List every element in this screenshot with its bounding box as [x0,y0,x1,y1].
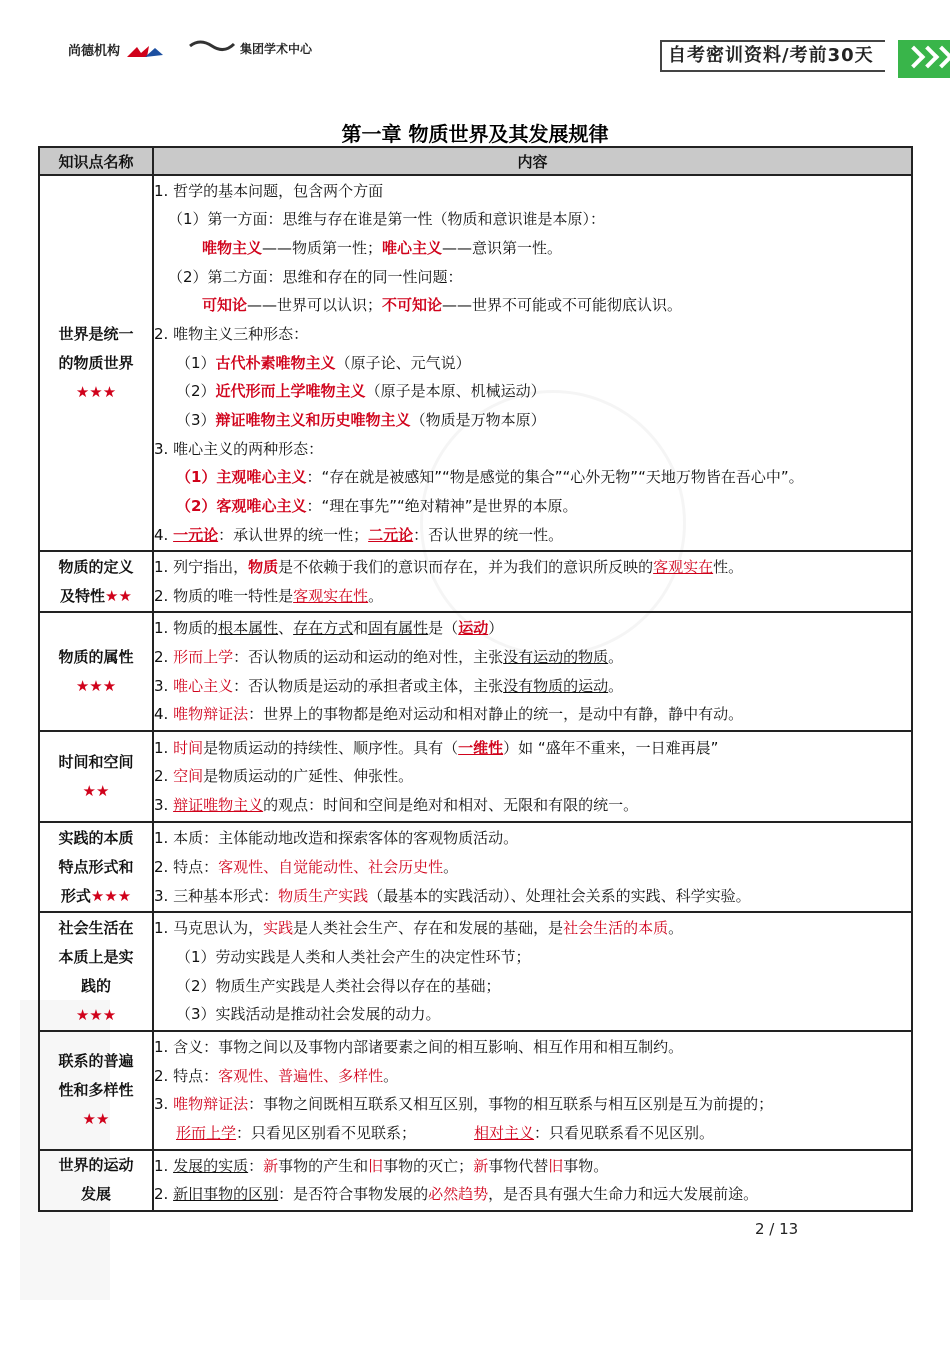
banner-arrows-icon [898,40,950,78]
knowledge-table [38,146,913,1212]
star-rating: ★★★ [75,676,117,695]
topic-content: 1. 哲学的基本问题，包含两个方面 （1）第一方面：思维与存在谁是第一性（物质和意识谁是本原）： 唯物主义——物质第一性；唯心主义——意识第一性。 （2）第二方面：思维和存在的同一性问题： 可知论——世界可以认识；不可知论——世界不可能或不可能彻底认识。 2. 唯物主义三种形态： （1）古代朴素唯物主义（原子论、元气说） （2）近代形而上学唯物主义（原子是本原、机械运动） （3）辩证唯物主义和历史唯物主义（物质是万物本原） 3. 唯心主义的两种形态： （1）主观唯心主义：“存在就是被感知”“物是感觉的集合”“心外无物”“天地万物皆在吾心中”。 （2）客观唯心主义：“理在事先”“绝对精神”是世界的本原。 4. 一元论：承认世界的统一性；二元论：否认世界的统一性。 [153,175,912,551]
star-rating: ★★ [82,1109,110,1128]
topic-content: 1. 时间是物质运动的持续性、顺序性。具有（一维性）如 “盛年不重来，一日难再晨” 2. 空间是物质运动的广延性、伸张性。 3. 辩证唯物主义的观点：时间和空间是绝对和相对、无限和有限的统一。 [153,731,912,822]
topic-name: 世界是统一 的物质世界 ★★★ [39,175,153,551]
topic-name: 世界的运动 发展 [39,1150,153,1211]
table-row [39,731,912,822]
logo-right: 集团学术中心 [240,42,313,56]
topic-content: 1. 列宁指出，物质是不依赖于我们的意识而存在，并为我们的意识所反映的客观实在性。 2. 物质的唯一特性是客观实在性。 [153,551,912,612]
group-logo-icon [188,38,236,54]
table-row [39,1031,912,1150]
topic-content: 1. 马克思认为，实践是人类社会生产、存在和发展的基础，是社会生活的本质。 （1）劳动实践是人类和人类社会产生的决定性环节； （2）物质生产实践是人类社会得以存在的基础； （3）实践活动是推动社会发展的动力。 [153,912,912,1031]
topic-content: 1. 本质：主体能动地改造和探索客体的客观物质活动。 2. 特点：客观性、自觉能动性、社会历史性。 3. 三种基本形式：物质生产实践（最基本的实践活动）、处理社会关系的实践、科学实验。 [153,822,912,912]
topic-name: 物质的定义 及特性★★ [39,551,153,612]
topic-name: 物质的属性 ★★★ [39,612,153,731]
page-header [0,0,950,100]
logo-mark-icon [125,45,165,59]
star-rating: ★★★ [90,886,132,905]
table-row [39,551,912,612]
table-row [39,612,912,731]
star-rating: ★★ [82,781,110,800]
table-header-row [39,147,912,175]
topic-content: 1. 发展的实质：新事物的产生和旧事物的灭亡；新事物代替旧事物。 2. 新旧事物的区别：是否符合事物发展的必然趋势，是否具有强大生命力和远大发展前途。 [153,1150,912,1211]
table-row [39,175,912,551]
logo-left: 尚德机构 [68,40,165,59]
table-row [39,912,912,1031]
table-row [39,1150,912,1211]
topic-content: 1. 物质的根本属性、存在方式和固有属性是（运动） 2. 形而上学：否认物质的运动和运动的绝对性，主张没有运动的物质。 3. 唯心主义：否认物质是运动的承担者或主体，主张没有物质的运动。 4. 唯物辩证法：世界上的事物都是绝对运动和相对静止的统一，是动中有静，静中有动。 [153,612,912,731]
topic-name: 时间和空间 ★★ [39,731,153,822]
topic-name: 社会生活在 本质上是实 践的 ★★★ [39,912,153,1031]
topic-content: 1. 含义：事物之间以及事物内部诸要素之间的相互影响、相互作用和相互制约。 2. 特点：客观性、普遍性、多样性。 3. 唯物辩证法：事物之间既相互联系又相互区别，事物的相互联系与相互区别是互为前提的； 形而上学：只看见区别看不见联系； 相对主义：只看见联系看不见区别。 [153,1031,912,1150]
table-row [39,822,912,912]
exam-banner: 自考密训资料/考前30天 [660,40,885,72]
star-rating: ★★★ [75,382,117,401]
chapter-title: 第一章 物质世界及其发展规律 [341,122,609,146]
topic-name: 联系的普遍 性和多样性 ★★ [39,1031,153,1150]
header-content: 内容 [153,147,912,175]
star-rating: ★★★ [75,1005,117,1024]
header-name: 知识点名称 [39,147,153,175]
page-number: 2 / 13 [755,1220,799,1238]
topic-name: 实践的本质 特点形式和 形式★★★ [39,822,153,912]
star-rating: ★★ [105,586,132,605]
